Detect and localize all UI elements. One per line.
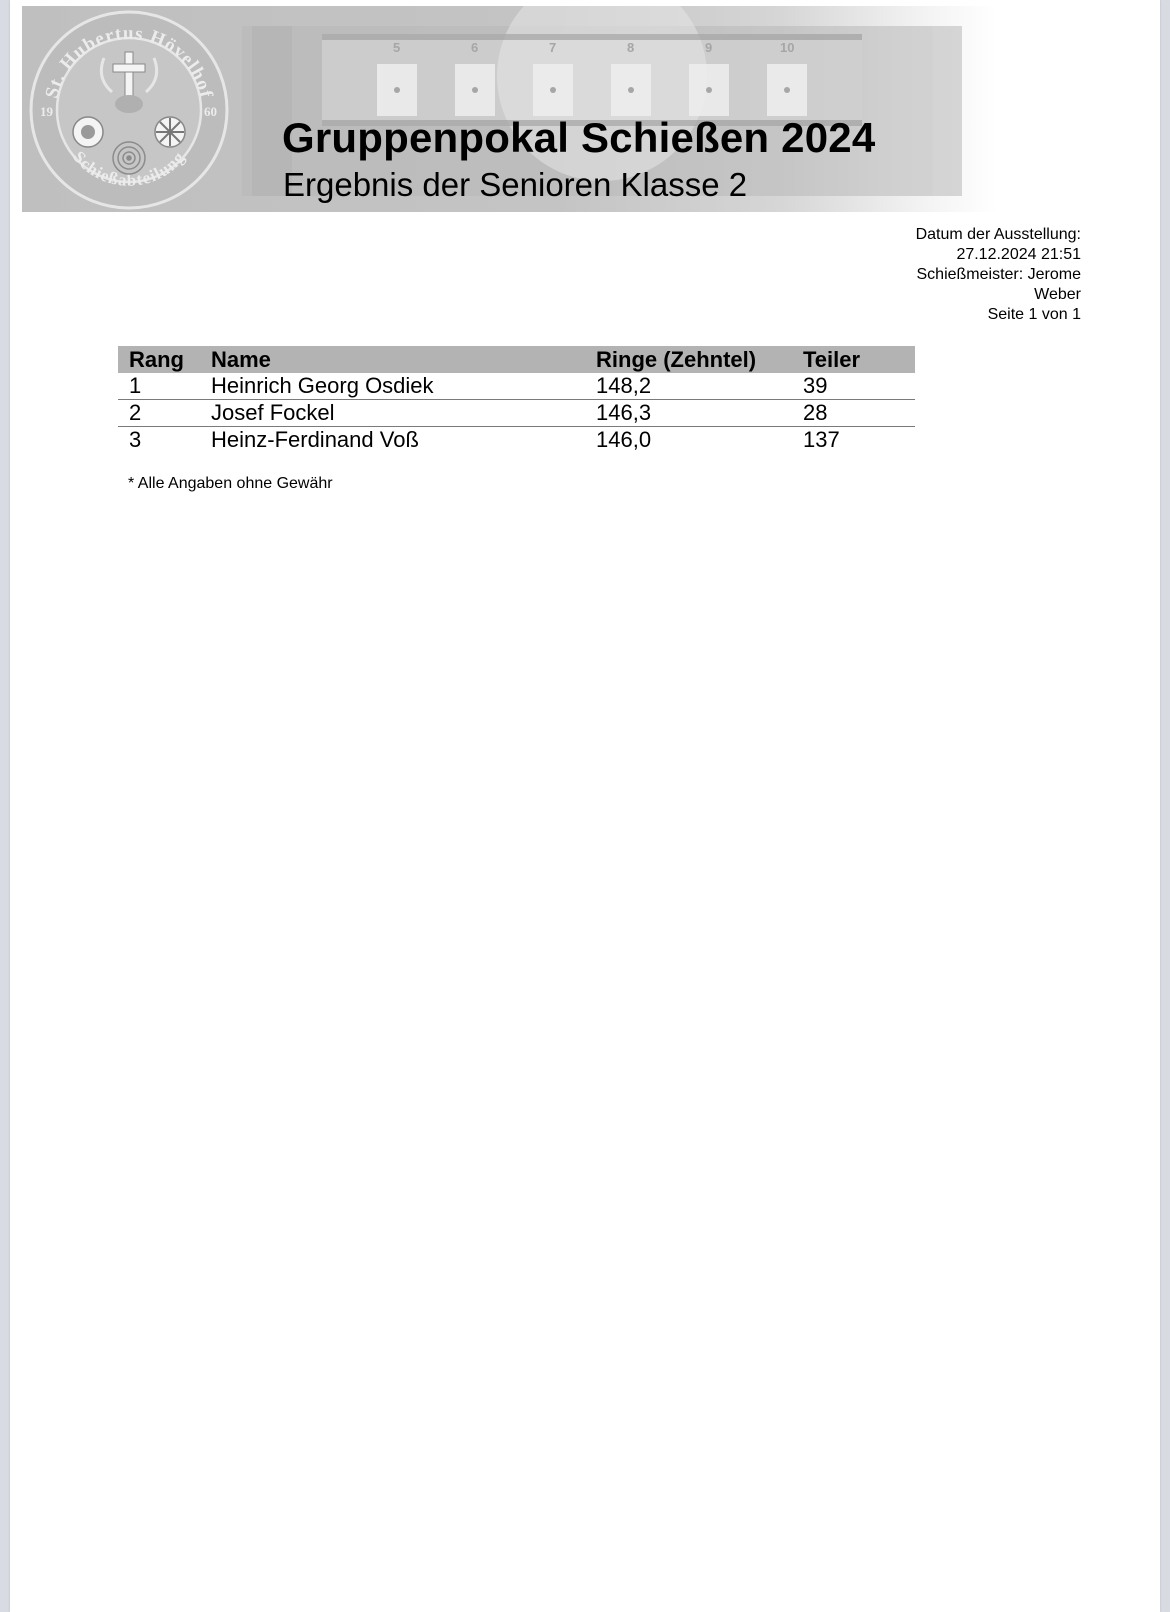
header-divider: Teiler — [792, 346, 915, 373]
issue-date-value: 27.12.2024 21:51 — [956, 246, 1081, 263]
header-rings: Ringe (Zehntel) — [585, 346, 792, 373]
shooting-master-line2: Weber — [1034, 286, 1081, 303]
cell-rank: 1 — [118, 373, 200, 400]
cell-rings: 148,2 — [585, 373, 792, 400]
logo-year-left: 19 — [40, 104, 53, 119]
cell-divider: 28 — [792, 400, 915, 427]
results-table — [118, 346, 915, 453]
page-subtitle: Ergebnis der Senioren Klasse 2 — [283, 166, 748, 203]
shooting-master-line1: Schießmeister: Jerome — [916, 266, 1081, 283]
lane-number-9: 9 — [705, 40, 713, 55]
table-header-row — [118, 346, 915, 373]
lane-number-5: 5 — [393, 40, 401, 55]
emblem-left-icon — [73, 117, 103, 147]
cell-name: Heinrich Georg Osdiek — [200, 373, 585, 400]
cell-rings: 146,0 — [596, 427, 652, 452]
logo-ring-top-text: St. Hubertus Hövelhof — [41, 23, 217, 101]
cell-rank: 3 — [129, 427, 142, 452]
table-row — [118, 400, 915, 427]
lane-number-7: 7 — [549, 40, 557, 55]
lane-number-10: 10 — [780, 40, 795, 55]
header-rank: Rang — [118, 346, 200, 373]
table-row — [118, 373, 915, 400]
document-meta — [861, 225, 1081, 325]
logo-year-right: 60 — [204, 104, 217, 119]
page-info: Seite 1 von 1 — [987, 306, 1081, 323]
cell-name: Josef Fockel — [200, 400, 585, 427]
document-page — [10, 0, 1160, 1612]
lane-number-6: 6 — [471, 40, 479, 55]
cell-rank: 2 — [118, 400, 200, 427]
table-row — [118, 427, 915, 454]
cell-divider: 137 — [803, 427, 840, 452]
page-title: Gruppenpokal Schießen 2024 — [282, 114, 876, 161]
cell-divider: 39 — [792, 373, 915, 400]
wheel-icon — [155, 117, 185, 147]
header-banner — [22, 6, 997, 212]
logo-ring-bottom-text: Schießabteilung — [69, 147, 189, 190]
lane-number-8: 8 — [627, 40, 635, 55]
cell-name: Heinz-Ferdinand Voß — [211, 427, 419, 452]
cell-rings: 146,3 — [585, 400, 792, 427]
club-logo — [26, 8, 232, 212]
header-name: Name — [200, 346, 585, 373]
disclaimer-footnote: * Alle Angaben ohne Gewähr — [128, 475, 333, 492]
target-icon — [113, 142, 145, 174]
issue-date-label: Datum der Ausstellung: — [915, 226, 1081, 243]
